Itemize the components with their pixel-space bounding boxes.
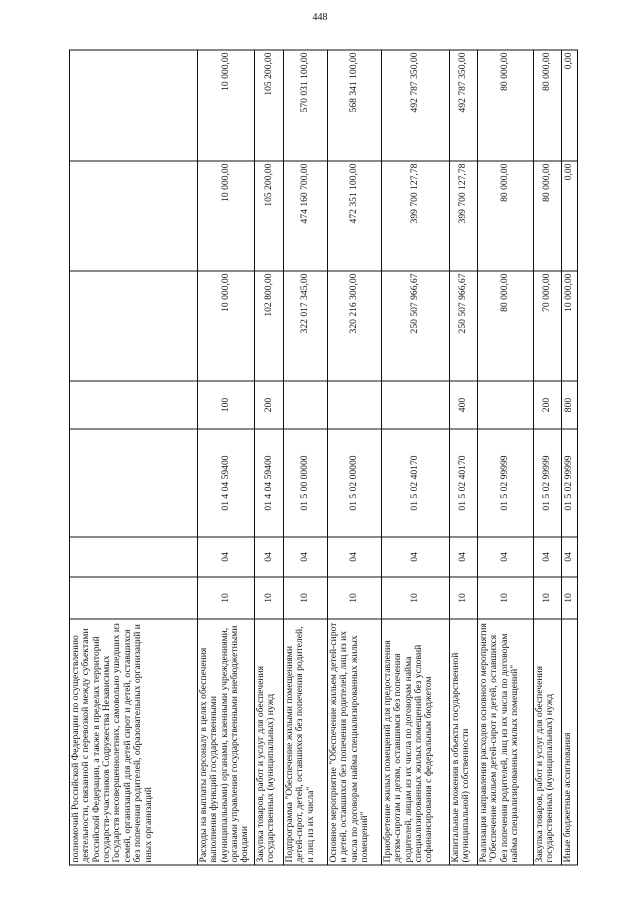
amount-year-3: 570 031 100,00 <box>284 50 328 161</box>
amount-year-2: 105 200,00 <box>255 161 284 271</box>
amount-year-2: 0,00 <box>562 161 578 271</box>
table-row <box>255 50 284 865</box>
row-description: Приобретение жилых помещений для предоставления детям-сиротам и детям, оставшимся без попечения родителей, лицам из их числа по договорам найма специализированных жилых помещений без условий софинансирования с федеральным бюджетом <box>382 619 450 865</box>
subsection-code: 04 <box>450 537 478 577</box>
amount-year-3: 492 787 350,00 <box>382 50 450 161</box>
target-article-code: 01 5 02 99999 <box>534 429 562 537</box>
expense-type-code <box>478 381 534 429</box>
expense-type-code <box>328 381 382 429</box>
amount-year-1: 10 000,00 <box>562 271 578 381</box>
subsection-code: 04 <box>534 537 562 577</box>
subsection-code: 04 <box>284 537 328 577</box>
row-description: Иные бюджетные ассигнования <box>562 619 578 865</box>
amount-year-3: 568 341 100,00 <box>328 50 382 161</box>
amount-year-2: 399 700 127,78 <box>450 161 478 271</box>
amount-year-1: 10 000,00 <box>198 271 255 381</box>
table-row <box>198 50 255 865</box>
amount-year-2: 474 160 700,00 <box>284 161 328 271</box>
subsection-code <box>70 537 198 577</box>
amount-year-2: 399 700 127,78 <box>382 161 450 271</box>
section-code: 10 <box>328 577 382 619</box>
subsection-code: 04 <box>255 537 284 577</box>
amount-year-3: 10 000,00 <box>198 50 255 161</box>
section-code: 10 <box>382 577 450 619</box>
amount-year-3: 105 200,00 <box>255 50 284 161</box>
section-code: 10 <box>198 577 255 619</box>
target-article-code: 01 5 02 99999 <box>562 429 578 537</box>
subsection-code: 04 <box>198 537 255 577</box>
table-row <box>284 50 328 865</box>
amount-year-2: 472 351 100,00 <box>328 161 382 271</box>
row-description: Закупка товаров, работ и услуг для обеспечения государственных (муниципальных) нужд <box>255 619 284 865</box>
budget-table <box>69 50 578 866</box>
amount-year-1: 80 000,00 <box>478 271 534 381</box>
expense-type-code: 400 <box>450 381 478 429</box>
table-row <box>534 50 562 865</box>
section-code: 10 <box>478 577 534 619</box>
amount-year-1: 102 800,00 <box>255 271 284 381</box>
section-code: 10 <box>284 577 328 619</box>
target-article-code: 01 5 02 00000 <box>328 429 382 537</box>
table-row <box>478 50 534 865</box>
amount-year-3: 492 787 350,00 <box>450 50 478 161</box>
expense-type-code <box>382 381 450 429</box>
table-row <box>450 50 478 865</box>
row-description: Капитальные вложения в объекты государственной (муниципальной) собственности <box>450 619 478 865</box>
table-row <box>328 50 382 865</box>
amount-year-3: 0,00 <box>562 50 578 161</box>
target-article-code: 01 4 04 59400 <box>255 429 284 537</box>
amount-year-3: 80 000,00 <box>478 50 534 161</box>
amount-year-1 <box>70 271 198 381</box>
target-article-code: 01 5 00 00000 <box>284 429 328 537</box>
row-description: Расходы на выплаты персоналу в целях обеспечения выполнения функций государственными (муниципальными) органами, казенными учреждениями, органами управления государственными внебюджетными фондами <box>198 619 255 865</box>
expense-type-code: 800 <box>562 381 578 429</box>
target-article-code: 01 5 02 40170 <box>450 429 478 537</box>
amount-year-3 <box>70 50 198 161</box>
rotated-table-container <box>69 51 575 866</box>
amount-year-2: 80 000,00 <box>534 161 562 271</box>
amount-year-1: 70 000,00 <box>534 271 562 381</box>
amount-year-3: 80 000,00 <box>534 50 562 161</box>
subsection-code: 04 <box>328 537 382 577</box>
table-row <box>70 50 198 865</box>
subsection-code: 04 <box>562 537 578 577</box>
section-code: 10 <box>562 577 578 619</box>
table-row <box>382 50 450 865</box>
table-row <box>562 50 578 865</box>
subsection-code: 04 <box>382 537 450 577</box>
row-description: полномочий Российской Федерации по осуществлению деятельности, связанной с перевозкой между субъектами Российской Федерации, а также в пределах территорий государств-участников Содружества Независимых Государств несовершеннолетних, самовольно ушедших из семей, организаций для детей сирот и детей, оставшихся без попечения родителей, образовательных организаций и иных организаций <box>70 619 198 865</box>
expense-type-code: 100 <box>198 381 255 429</box>
section-code: 10 <box>255 577 284 619</box>
target-article-code: 01 5 02 99999 <box>478 429 534 537</box>
section-code: 10 <box>450 577 478 619</box>
amount-year-2: 80 000,00 <box>478 161 534 271</box>
amount-year-2 <box>70 161 198 271</box>
amount-year-2: 10 000,00 <box>198 161 255 271</box>
target-article-code: 01 5 02 40170 <box>382 429 450 537</box>
row-description: Закупка товаров, работ и услуг для обеспечения государственных (муниципальных) нужд <box>534 619 562 865</box>
expense-type-code: 200 <box>255 381 284 429</box>
page-number: 448 <box>312 12 328 23</box>
section-code: 10 <box>534 577 562 619</box>
expense-type-code <box>284 381 328 429</box>
section-code <box>70 577 198 619</box>
subsection-code: 04 <box>478 537 534 577</box>
amount-year-1: 250 507 966,67 <box>450 271 478 381</box>
amount-year-1: 250 507 966,67 <box>382 271 450 381</box>
target-article-code: 01 4 04 59400 <box>198 429 255 537</box>
expense-type-code: 200 <box>534 381 562 429</box>
amount-year-1: 320 216 300,00 <box>328 271 382 381</box>
amount-year-1: 322 017 345,00 <box>284 271 328 381</box>
row-description: Основное мероприятие "Обеспечение жильем детей-сирот и детей, оставшихся без попечения родителей, лиц из их числа по договорам найма специализированных жилых помещений" <box>328 619 382 865</box>
row-description: Подпрограмма "Обеспечение жилыми помещениями детей-сирот, детей, оставшихся без попечения родителей, и лиц из их числа" <box>284 619 328 865</box>
target-article-code <box>70 429 198 537</box>
row-description: Реализация направления расходов основного мероприятия "Обеспечение жильем детей-сирот и детей, оставшихся без попечения родителей, лиц из их числа по договорам найма специализированных жилых помещений" <box>478 619 534 865</box>
expense-type-code <box>70 381 198 429</box>
